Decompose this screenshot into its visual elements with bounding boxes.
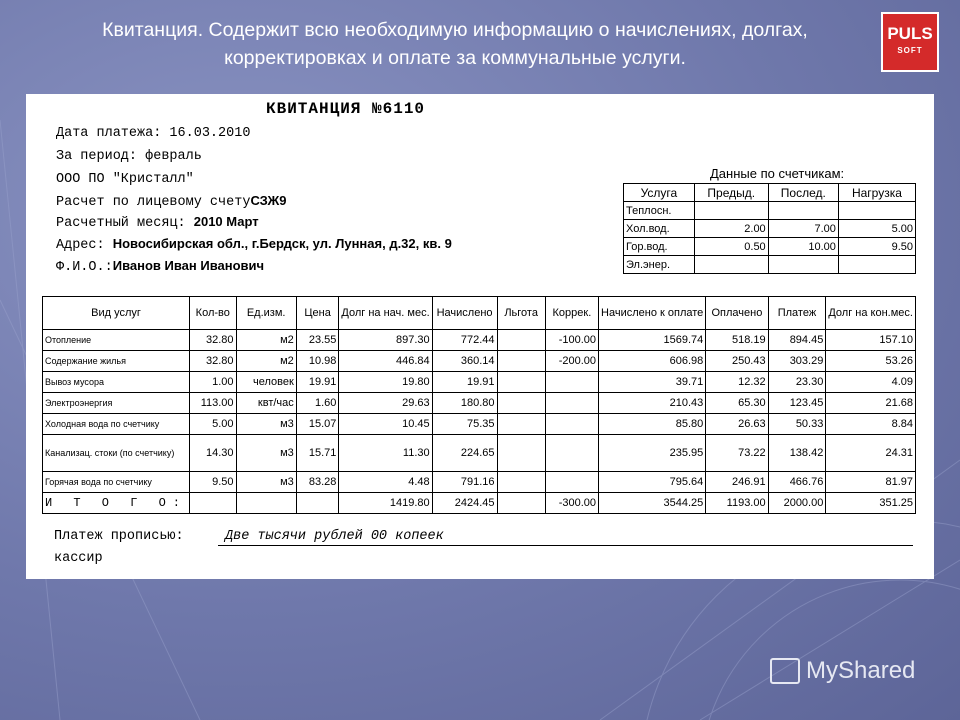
total-label: И Т О Г О: xyxy=(43,493,190,514)
cell-debt-end: 24.31 xyxy=(826,435,916,472)
meter-load: 9.50 xyxy=(838,238,915,256)
slide-title: Квитанция. Содержит всю необходимую информацию о начислениях, долгах, корректировках и оплате за коммунальные услуги. xyxy=(102,19,808,69)
cell-qty: 14.30 xyxy=(190,435,237,472)
cell-to-pay: 606.98 xyxy=(599,351,706,372)
table-row xyxy=(43,472,916,493)
total-row xyxy=(43,493,916,514)
cell-service: Канализац. стоки (по счетчику) xyxy=(43,435,190,472)
header-charged: Начислено xyxy=(432,297,497,330)
header-unit: Ед.изм. xyxy=(236,297,296,330)
cell-price: 15.71 xyxy=(296,435,339,472)
cell-service: Содержание жилья xyxy=(43,351,190,372)
cell-to-pay: 235.95 xyxy=(599,435,706,472)
cell-unit: квт/час xyxy=(236,393,296,414)
total-debt-end: 351.25 xyxy=(826,493,916,514)
meter-prev: 2.00 xyxy=(694,220,768,238)
total-charged: 2424.45 xyxy=(432,493,497,514)
cell-correction: -100.00 xyxy=(545,330,598,351)
cell-debt-start: 10.45 xyxy=(339,414,432,435)
cell-qty: 9.50 xyxy=(190,472,237,493)
table-row xyxy=(43,372,916,393)
header-debt-start: Долг на нач. мес. xyxy=(339,297,432,330)
watermark-text: MyShared xyxy=(806,657,916,684)
cell-unit: человек xyxy=(236,372,296,393)
cell-unit: м2 xyxy=(236,330,296,351)
total-unit xyxy=(236,493,296,514)
cell-paid: 518.19 xyxy=(706,330,768,351)
puls-logo xyxy=(881,12,939,72)
cell-qty: 113.00 xyxy=(190,393,237,414)
cell-debt-end: 53.26 xyxy=(826,351,916,372)
cell-payment: 466.76 xyxy=(768,472,826,493)
cell-paid: 26.63 xyxy=(706,414,768,435)
month-line xyxy=(56,214,259,231)
cell-service: Холодная вода по счетчику xyxy=(43,414,190,435)
cell-payment: 23.30 xyxy=(768,372,826,393)
cell-to-pay: 39.71 xyxy=(599,372,706,393)
cell-qty: 32.80 xyxy=(190,351,237,372)
cell-paid: 250.43 xyxy=(706,351,768,372)
cell-debt-start: 4.48 xyxy=(339,472,432,493)
cell-qty: 32.80 xyxy=(190,330,237,351)
total-payment: 2000.00 xyxy=(768,493,826,514)
organization: ООО ПО "Кристалл" xyxy=(56,172,194,187)
cashier-label: кассир xyxy=(54,551,103,566)
table-row xyxy=(43,330,916,351)
cell-benefit xyxy=(497,393,545,414)
cell-debt-start: 446.84 xyxy=(339,351,432,372)
meter-row xyxy=(624,202,916,220)
cell-debt-end: 4.09 xyxy=(826,372,916,393)
cell-charged: 791.16 xyxy=(432,472,497,493)
cell-benefit xyxy=(497,414,545,435)
cell-correction xyxy=(545,393,598,414)
header-qty: Кол-во xyxy=(190,297,237,330)
cell-service: Электроэнергия xyxy=(43,393,190,414)
meter-last: 7.00 xyxy=(768,220,838,238)
meter-service: Теплосн. xyxy=(624,202,695,220)
receipt-number: КВИТАНЦИЯ №6110 xyxy=(266,100,426,118)
cell-payment: 123.45 xyxy=(768,393,826,414)
cell-charged: 19.91 xyxy=(432,372,497,393)
cell-paid: 12.32 xyxy=(706,372,768,393)
services-table xyxy=(42,296,916,514)
cell-paid: 73.22 xyxy=(706,435,768,472)
presentation-icon xyxy=(770,658,800,684)
cell-to-pay: 210.43 xyxy=(599,393,706,414)
meter-load xyxy=(838,202,915,220)
cell-charged: 772.44 xyxy=(432,330,497,351)
meter-last xyxy=(768,256,838,274)
total-benefit xyxy=(497,493,545,514)
cell-service: Вывоз мусора xyxy=(43,372,190,393)
cell-price: 15.07 xyxy=(296,414,339,435)
total-qty xyxy=(190,493,237,514)
fio-label: Ф.И.О.: xyxy=(56,260,113,275)
cell-correction xyxy=(545,372,598,393)
month-label: Расчетный месяц: xyxy=(56,216,186,231)
cell-payment: 138.42 xyxy=(768,435,826,472)
cell-charged: 180.80 xyxy=(432,393,497,414)
address-line xyxy=(56,236,452,253)
payment-words-underline xyxy=(218,545,913,546)
meter-load xyxy=(838,256,915,274)
month-value: 2010 Март xyxy=(193,214,259,229)
cell-unit: м3 xyxy=(236,472,296,493)
meter-row xyxy=(624,220,916,238)
cell-to-pay: 795.64 xyxy=(599,472,706,493)
meter-service: Хол.вод. xyxy=(624,220,695,238)
cell-debt-end: 8.84 xyxy=(826,414,916,435)
address-label: Адрес: xyxy=(56,238,105,253)
meter-service: Эл.энер. xyxy=(624,256,695,274)
cell-price: 83.28 xyxy=(296,472,339,493)
cell-to-pay: 85.80 xyxy=(599,414,706,435)
cell-debt-end: 157.10 xyxy=(826,330,916,351)
cell-debt-start: 897.30 xyxy=(339,330,432,351)
cell-paid: 246.91 xyxy=(706,472,768,493)
cell-benefit xyxy=(497,372,545,393)
payment-date: Дата платежа: 16.03.2010 xyxy=(56,126,251,141)
payment-words-label: Платеж прописью: xyxy=(54,529,184,544)
total-paid: 1193.00 xyxy=(706,493,768,514)
account-value: СЗЖ9 xyxy=(250,193,287,208)
meter-row xyxy=(624,238,916,256)
cell-to-pay: 1569.74 xyxy=(599,330,706,351)
header-benefit: Льгота xyxy=(497,297,545,330)
services-header-row xyxy=(43,297,916,330)
cell-debt-start: 11.30 xyxy=(339,435,432,472)
meter-table xyxy=(623,183,916,274)
total-price xyxy=(296,493,339,514)
meter-service: Гор.вод. xyxy=(624,238,695,256)
fio-line xyxy=(56,258,264,275)
cell-debt-end: 21.68 xyxy=(826,393,916,414)
total-debt-start: 1419.80 xyxy=(339,493,432,514)
table-row xyxy=(43,414,916,435)
cell-correction xyxy=(545,414,598,435)
meter-last xyxy=(768,202,838,220)
meter-header-service: Услуга xyxy=(624,184,695,202)
cell-debt-start: 29.63 xyxy=(339,393,432,414)
meter-row xyxy=(624,256,916,274)
header-payment: Платеж xyxy=(768,297,826,330)
meter-last: 10.00 xyxy=(768,238,838,256)
logo-text: PULS xyxy=(887,24,933,43)
period: За период: февраль xyxy=(56,149,202,164)
logo-subtext: SOFT xyxy=(897,46,923,55)
table-row xyxy=(43,393,916,414)
cell-charged: 75.35 xyxy=(432,414,497,435)
cell-unit: м3 xyxy=(236,414,296,435)
meter-prev xyxy=(694,256,768,274)
account-line xyxy=(56,193,286,210)
address-value: Новосибирская обл., г.Бердск, ул. Лунная, д.32, кв. 9 xyxy=(112,236,452,251)
cell-debt-start: 19.80 xyxy=(339,372,432,393)
cell-payment: 50.33 xyxy=(768,414,826,435)
cell-paid: 65.30 xyxy=(706,393,768,414)
table-row xyxy=(43,435,916,472)
meter-header-prev: Предыд. xyxy=(694,184,768,202)
cell-debt-end: 81.97 xyxy=(826,472,916,493)
cell-qty: 1.00 xyxy=(190,372,237,393)
cell-qty: 5.00 xyxy=(190,414,237,435)
meter-header-last: Послед. xyxy=(768,184,838,202)
total-to-pay: 3544.25 xyxy=(599,493,706,514)
meter-header-load: Нагрузка xyxy=(838,184,915,202)
cell-unit: м3 xyxy=(236,435,296,472)
cell-payment: 894.45 xyxy=(768,330,826,351)
header-price: Цена xyxy=(296,297,339,330)
cell-benefit xyxy=(497,330,545,351)
cell-correction: -200.00 xyxy=(545,351,598,372)
cell-price: 1.60 xyxy=(296,393,339,414)
table-row xyxy=(43,351,916,372)
cell-service: Горячая вода по счетчику xyxy=(43,472,190,493)
header-service: Вид услуг xyxy=(43,297,190,330)
fio-value: Иванов Иван Иванович xyxy=(112,258,265,273)
header-debt-end: Долг на кон.мес. xyxy=(826,297,916,330)
cell-correction xyxy=(545,472,598,493)
cell-price: 23.55 xyxy=(296,330,339,351)
cell-payment: 303.29 xyxy=(768,351,826,372)
meter-table-title: Данные по счетчикам: xyxy=(710,166,845,181)
meter-prev: 0.50 xyxy=(694,238,768,256)
cell-price: 19.91 xyxy=(296,372,339,393)
cell-charged: 360.14 xyxy=(432,351,497,372)
meter-load: 5.00 xyxy=(838,220,915,238)
cell-benefit xyxy=(497,435,545,472)
cell-benefit xyxy=(497,351,545,372)
meter-header-row xyxy=(624,184,916,202)
header-correction: Коррек. xyxy=(545,297,598,330)
meter-prev xyxy=(694,202,768,220)
myshared-watermark xyxy=(770,657,915,685)
cell-correction xyxy=(545,435,598,472)
cell-unit: м2 xyxy=(236,351,296,372)
cell-price: 10.98 xyxy=(296,351,339,372)
header-to-pay: Начислено к оплате xyxy=(599,297,706,330)
total-correction: -300.00 xyxy=(545,493,598,514)
cell-charged: 224.65 xyxy=(432,435,497,472)
cell-benefit xyxy=(497,472,545,493)
cell-service: Отопление xyxy=(43,330,190,351)
payment-words: Две тысячи рублей 00 копеек xyxy=(225,529,444,544)
header-paid: Оплачено xyxy=(706,297,768,330)
account-label: Расчет по лицевому счету xyxy=(56,195,251,210)
